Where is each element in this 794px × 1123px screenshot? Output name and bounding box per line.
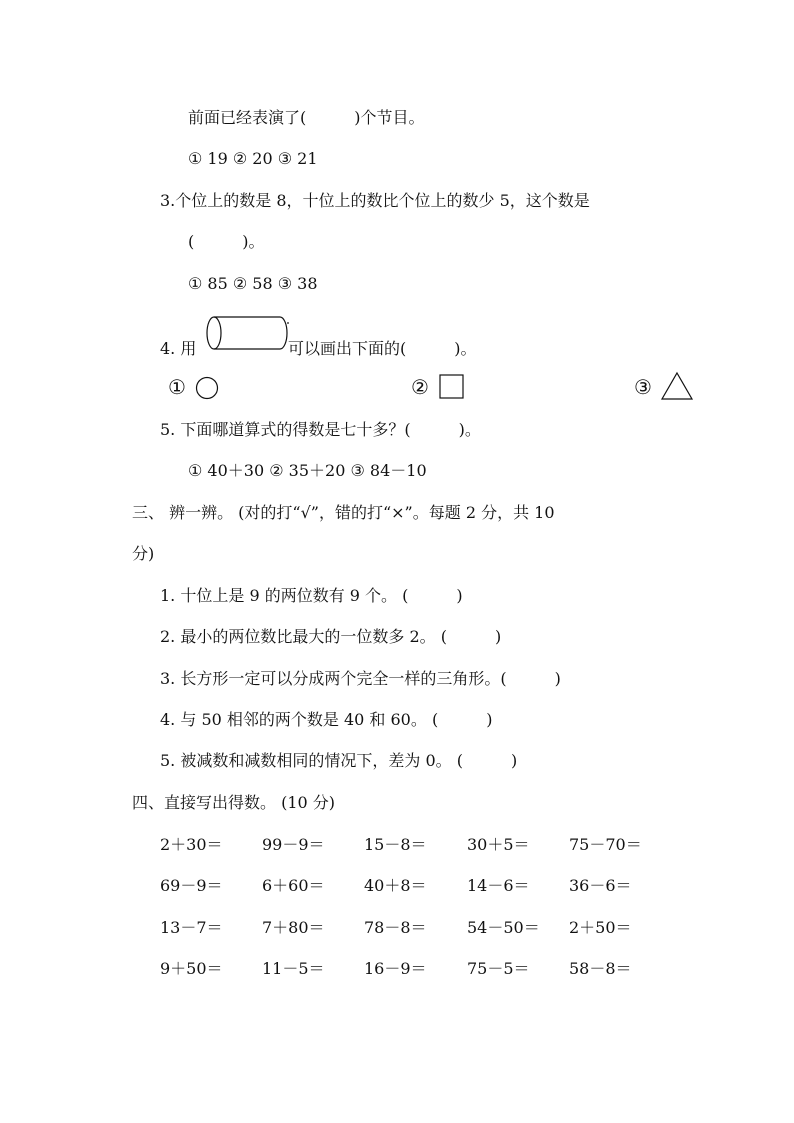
- q4-prefix: 4. 用: [160, 339, 197, 358]
- arith-cell[interactable]: 99－9＝: [262, 835, 325, 854]
- q3-text: 3.个位上的数是 8，十位上的数比个位上的数少 5，这个数是: [160, 191, 590, 210]
- square-icon: [438, 373, 466, 401]
- arith-cell[interactable]: 78－8＝: [364, 918, 427, 937]
- arith-cell[interactable]: 6＋60＝: [262, 876, 325, 895]
- q4-option-2-marker: ②: [411, 375, 429, 399]
- q3-answer-blank[interactable]: ( )。: [188, 232, 265, 251]
- section3-item-2[interactable]: 2. 最小的两位数比最大的一位数多 2。 ( ): [160, 627, 502, 646]
- circle-icon: [194, 375, 220, 401]
- arith-cell[interactable]: 2＋50＝: [569, 918, 632, 937]
- section4-heading: 四、直接写出得数。 (10 分): [132, 793, 336, 812]
- q2-options: ① 19 ② 20 ③ 21: [188, 149, 318, 168]
- arith-cell[interactable]: 75－5＝: [467, 959, 530, 978]
- arith-cell[interactable]: 40＋8＝: [364, 876, 427, 895]
- arith-cell[interactable]: 75－70＝: [569, 835, 642, 854]
- section3-heading: 三、 辨一辨。 (对的打“√”，错的打“×”。每题 2 分，共 10: [132, 503, 555, 522]
- arith-cell[interactable]: 7＋80＝: [262, 918, 325, 937]
- q5-options: ① 40＋30 ② 35＋20 ③ 84－10: [188, 461, 427, 480]
- arith-cell[interactable]: 36－6＝: [569, 876, 632, 895]
- q2-continuation-text: 前面已经表演了( )个节目。: [188, 108, 425, 127]
- q4-option-1-marker: ①: [168, 375, 186, 399]
- arith-cell[interactable]: 14－6＝: [467, 876, 530, 895]
- triangle-icon: [660, 371, 696, 403]
- section3-item-4[interactable]: 4. 与 50 相邻的两个数是 40 和 60。 ( ): [160, 710, 493, 729]
- arith-cell[interactable]: 69－9＝: [160, 876, 223, 895]
- q5-text: 5. 下面哪道算式的得数是七十多？( )。: [160, 420, 481, 439]
- arith-cell[interactable]: 54－50＝: [467, 918, 540, 937]
- arith-cell[interactable]: 58－8＝: [569, 959, 632, 978]
- arith-cell[interactable]: 15－8＝: [364, 835, 427, 854]
- arith-cell[interactable]: 30＋5＝: [467, 835, 530, 854]
- q4-option-3-marker: ③: [634, 375, 652, 399]
- arith-cell[interactable]: 9＋50＝: [160, 959, 223, 978]
- q3-options: ① 85 ② 58 ③ 38: [188, 274, 318, 293]
- section3-heading-cont: 分): [132, 544, 155, 563]
- arith-cell[interactable]: 16－9＝: [364, 959, 427, 978]
- q4-suffix: 可以画出下面的( )。: [288, 339, 477, 358]
- arith-cell[interactable]: 11－5＝: [262, 959, 325, 978]
- arith-cell[interactable]: 13－7＝: [160, 918, 223, 937]
- cylinder-icon: [204, 314, 290, 354]
- section3-item-5[interactable]: 5. 被减数和减数相同的情况下，差为 0。 ( ): [160, 751, 518, 770]
- arith-cell[interactable]: 2＋30＝: [160, 835, 223, 854]
- section3-item-1[interactable]: 1. 十位上是 9 的两位数有 9 个。 ( ): [160, 586, 463, 605]
- section3-item-3[interactable]: 3. 长方形一定可以分成两个完全一样的三角形。( ): [160, 669, 561, 688]
